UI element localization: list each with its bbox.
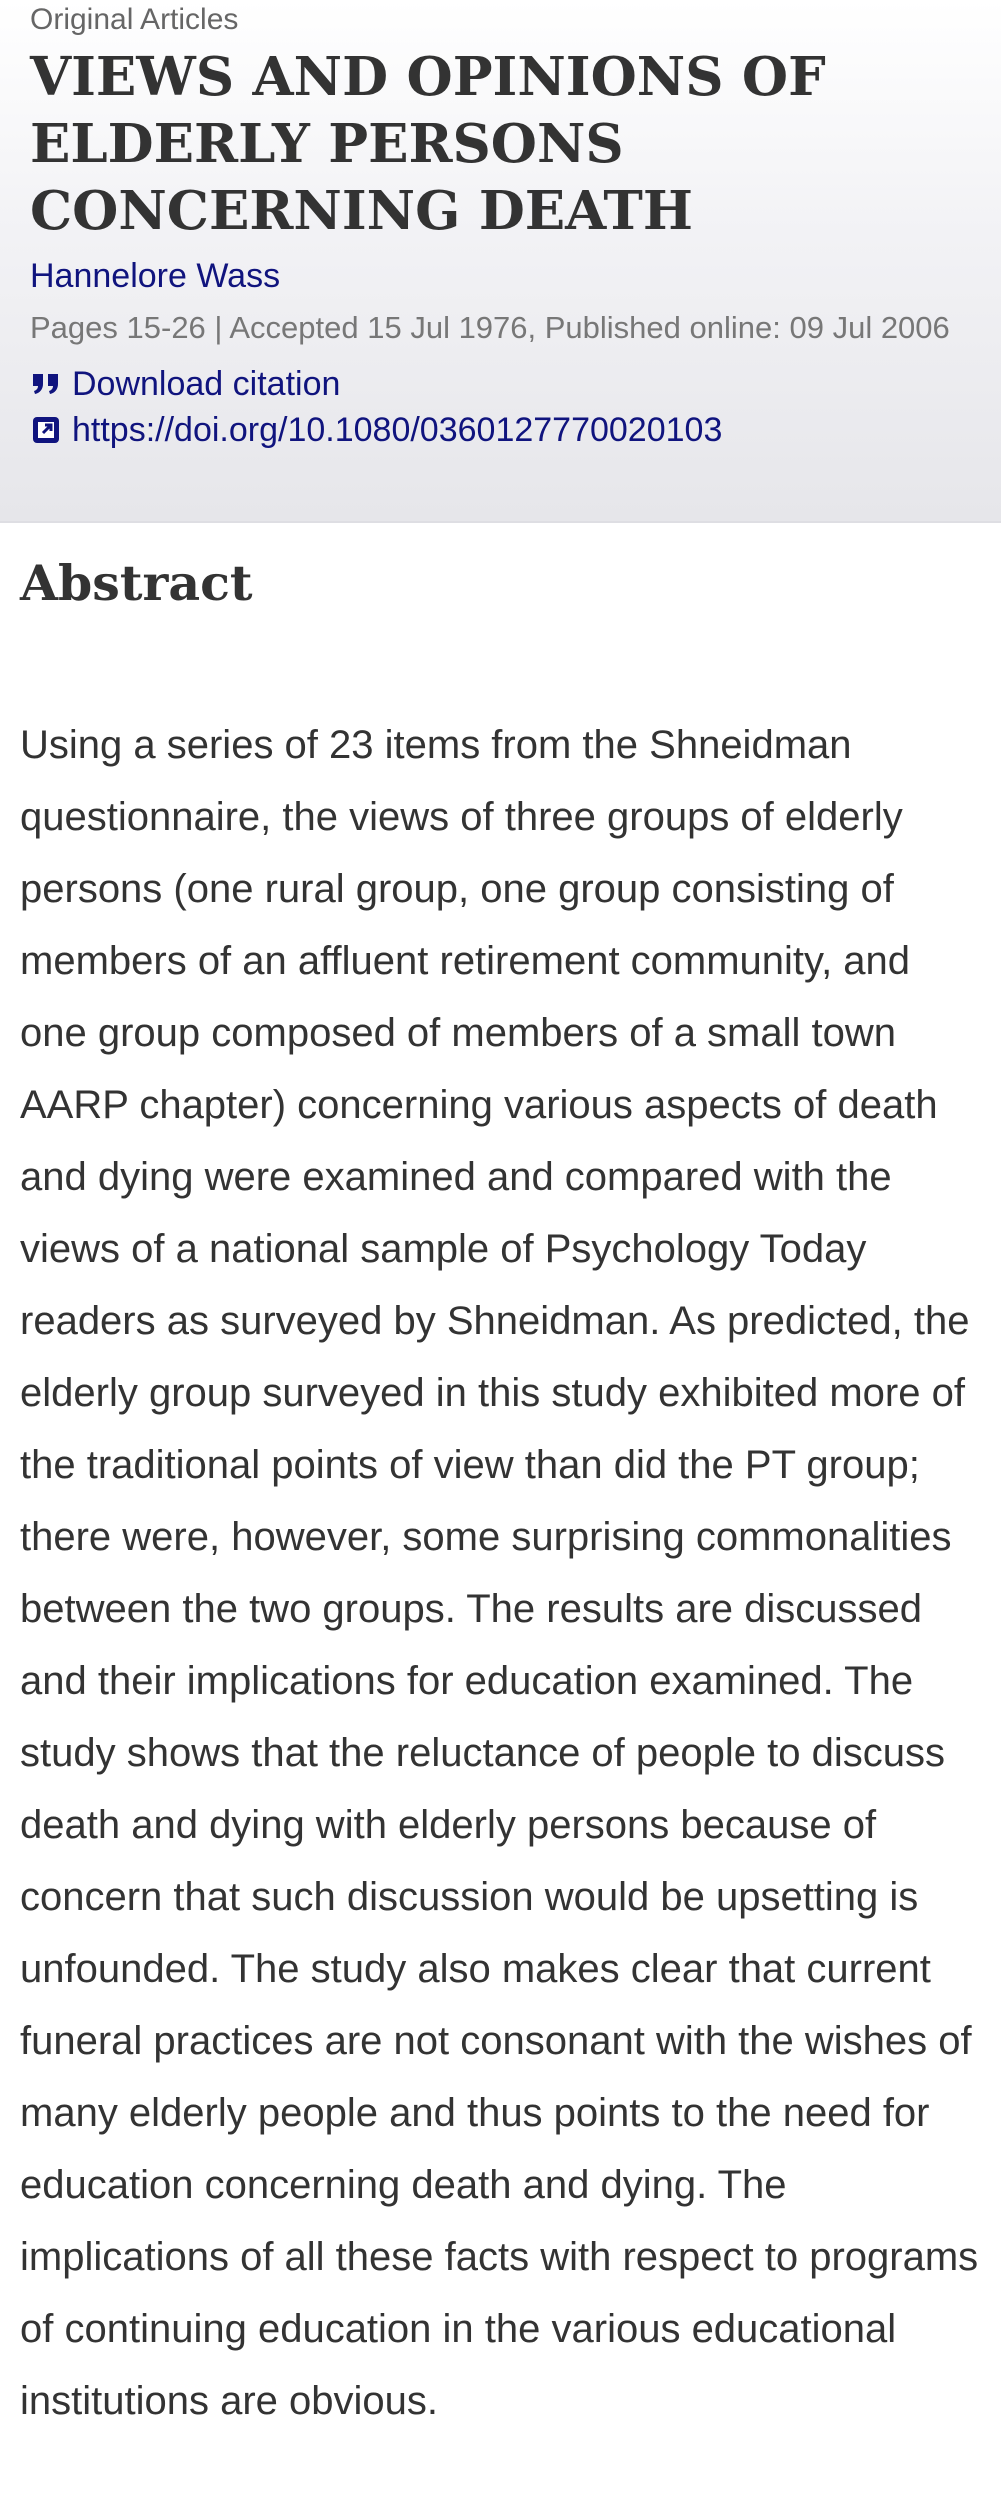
- abstract-heading: Abstract: [20, 554, 253, 612]
- article-type: Original Articles: [30, 3, 239, 36]
- abstract-text: Using a series of 23 items from the Shneidman questionnaire, the views of three groups of elderly persons (one rural group, one group consisting of members of an affluent retirement community, and one group composed of members of a small town AARP chapter) concerning various aspects of death and dying were examined and compared with the views of a national sample of Psychology Today readers as surveyed by Shneidman. As predicted, the elderly group surveyed in this study exhibited more of the traditional points of view than did the PT group; there were, however, some surprising commonalities between the two groups. The results are discussed and their implications for education examined. The study shows that the reluctance of people to discuss death and dying with elderly persons because of concern that such discussion would be upsetting is unfounded. The study also makes clear that current funeral practices are not consonant with the wishes of many elderly people and thus points to the need for education concerning death and dying. The implications of all these facts with respect to programs of continuing education in the various educational institutions are obvious.: [20, 723, 979, 2423]
- author-link[interactable]: Hannelore Wass: [30, 257, 281, 295]
- external-link-icon: [30, 414, 62, 446]
- doi-link[interactable]: [30, 407, 971, 453]
- download-citation-label: Download citation: [72, 365, 341, 403]
- article-content: [0, 553, 1001, 2437]
- doi-url: https://doi.org/10.1080/0360127770020103: [72, 411, 723, 449]
- quote-icon: [30, 368, 62, 400]
- download-citation-link[interactable]: [30, 361, 971, 407]
- article-header: [0, 0, 1001, 523]
- article-title: VIEWS AND OPINIONS OF ELDERLY PERSONS CONCERNING DEATH: [30, 46, 826, 242]
- article-meta: Pages 15-26 | Accepted 15 Jul 1976, Published online: 09 Jul 2006: [30, 310, 950, 345]
